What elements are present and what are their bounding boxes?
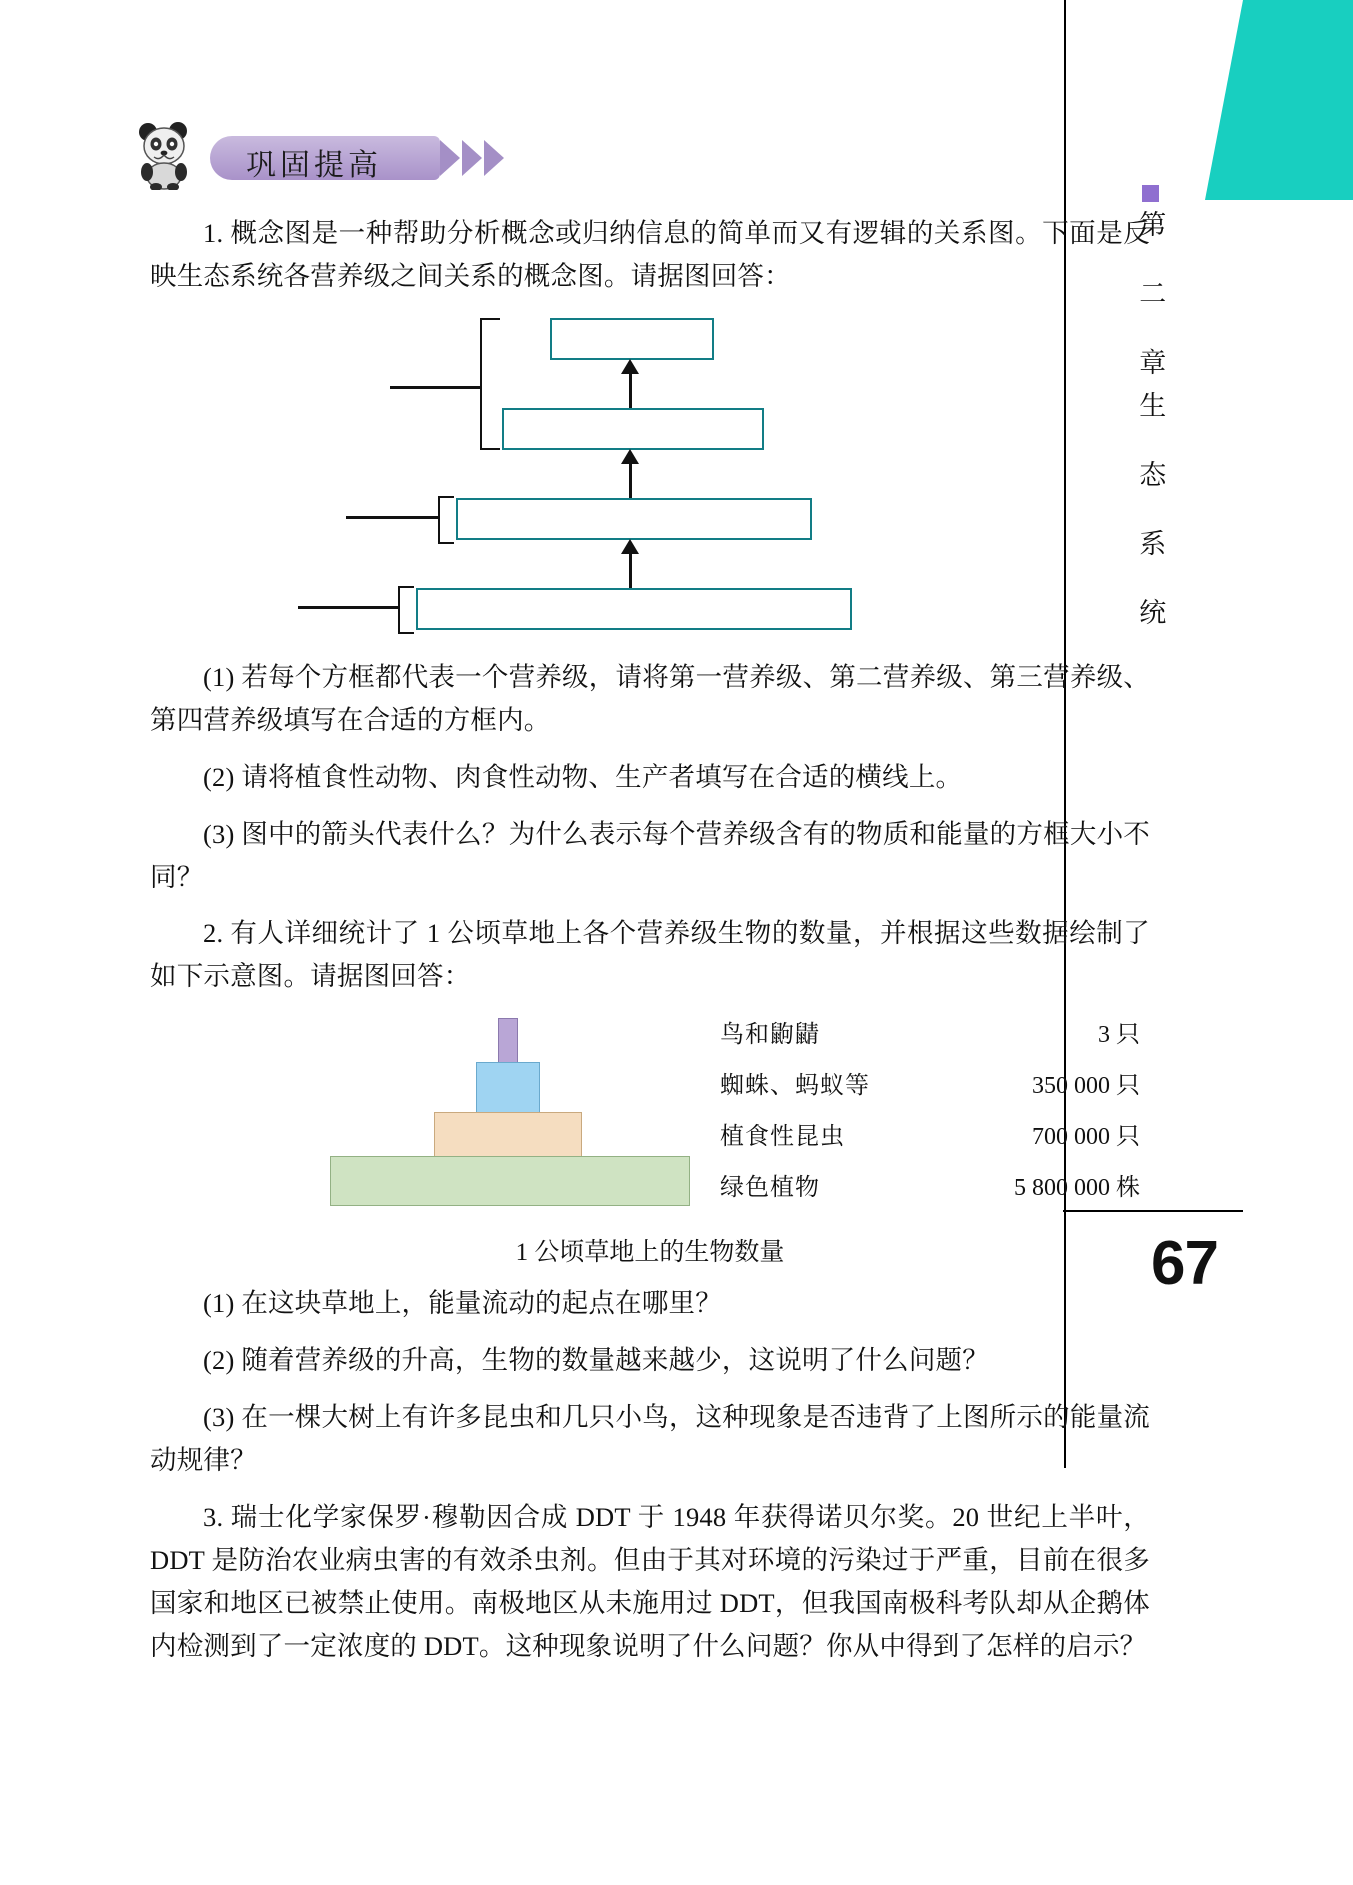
legend-label-herbivore-insects: 植食性昆虫 [720, 1124, 845, 1151]
legend-row-green-plants [720, 1167, 1140, 1202]
chapter-label: 第 二 章 [1135, 210, 1166, 381]
question-1-2: (2) 请将植食性动物、肉食性动物、生产者填写在合适的横线上。 [203, 761, 963, 792]
legend-value-green-plants: 5 800 000 株 [1014, 1175, 1140, 1202]
panda-icon [134, 118, 196, 190]
concept-box-3 [502, 408, 764, 450]
chart-legend [720, 1014, 1140, 1218]
section-banner [150, 128, 1150, 198]
page-content [150, 0, 1150, 1668]
question-1-1: (1) 若每个方框都代表一个营养级，请将第一营养级、第二营养级、第三营养级、第四营养级填写在合适的方框内。 [150, 661, 1150, 735]
question-2-2: (2) 随着营养级的升高，生物的数量越来越少，这说明了什么问题？ [203, 1345, 989, 1376]
question-2-intro: 2. 有人详细统计了 1 公顷草地上各个营养级生物的数量，并根据这些数据绘制了如下示意图。请据图回答： [150, 918, 1150, 992]
blank-line-producer [298, 606, 398, 609]
triple-arrow-icon [440, 140, 504, 176]
legend-value-spiders: 350 000 只 [1032, 1073, 1140, 1100]
concept-diagram [150, 312, 1150, 642]
arrow-up-2-to-3 [629, 462, 632, 498]
question-1-intro: 1. 概念图是一种帮助分析概念或归纳信息的简单而又有逻辑的关系图。下面是反映生态系统各营养级之间关系的概念图。请据图回答： [150, 218, 1150, 291]
concept-box-4 [550, 318, 714, 360]
blank-line-herbivore [346, 516, 438, 519]
pyramid-level-3 [476, 1062, 540, 1114]
question-2-3: (3) 在一棵大树上有许多昆虫和几只小鸟，这种现象是否违背了上图所示的能量流动规律？ [150, 1402, 1150, 1476]
bracket-carnivore [480, 318, 500, 450]
pyramid-level-1 [330, 1156, 690, 1206]
legend-value-birds: 3 只 [1098, 1022, 1140, 1049]
bracket-producer [398, 586, 414, 634]
legend-label-birds: 鸟和鼩鼱 [720, 1022, 820, 1049]
arrow-up-3-to-4 [629, 372, 632, 408]
legend-label-green-plants: 绿色植物 [720, 1175, 820, 1202]
chapter-sublabel: 生 态 系 统 [1135, 391, 1166, 631]
concept-box-1 [416, 588, 852, 630]
concept-box-2 [456, 498, 812, 540]
section-title: 巩固提高 [246, 149, 382, 182]
corner-band-decoration [1243, 0, 1353, 200]
arrow-up-1-to-2 [629, 552, 632, 588]
figure-caption: 1 公顷草地上的生物数量 [515, 1239, 785, 1267]
bracket-herbivore [438, 496, 454, 544]
question-3: 3. 瑞士化学家保罗·穆勒因合成 DDT 于 1948 年获得诺贝尔奖。20 世纪上半叶，DDT 是防治农业病虫害的有效杀虫剂。但由于其对环境的污染过于严重，目前在很多国家和地区已被禁止使用。南极地区从未施用过 DDT，但我国南极科考队却从企鹅体内检测到了一定浓度的 DDT。这种现象说明了什么问题？你从中得到了怎样的启示？ [150, 1501, 1150, 1661]
legend-row-birds [720, 1014, 1140, 1049]
blank-line-carnivore [390, 386, 482, 389]
legend-row-spiders [720, 1065, 1140, 1100]
question-1-3: (3) 图中的箭头代表什么？为什么表示每个营养级含有的物质和能量的方框大小不同？ [150, 818, 1150, 892]
legend-value-herbivore-insects: 700 000 只 [1032, 1124, 1140, 1151]
legend-label-spiders: 蜘蛛、蚂蚁等 [720, 1073, 870, 1100]
legend-row-herbivore-insects [720, 1116, 1140, 1151]
question-2-1: (1) 在这块草地上，能量流动的起点在哪里？ [203, 1288, 722, 1319]
biomass-pyramid-chart [150, 1016, 1150, 1216]
pyramid-level-2 [434, 1112, 582, 1158]
page-number: 67 [1151, 1229, 1218, 1298]
pyramid-level-4 [498, 1018, 518, 1064]
